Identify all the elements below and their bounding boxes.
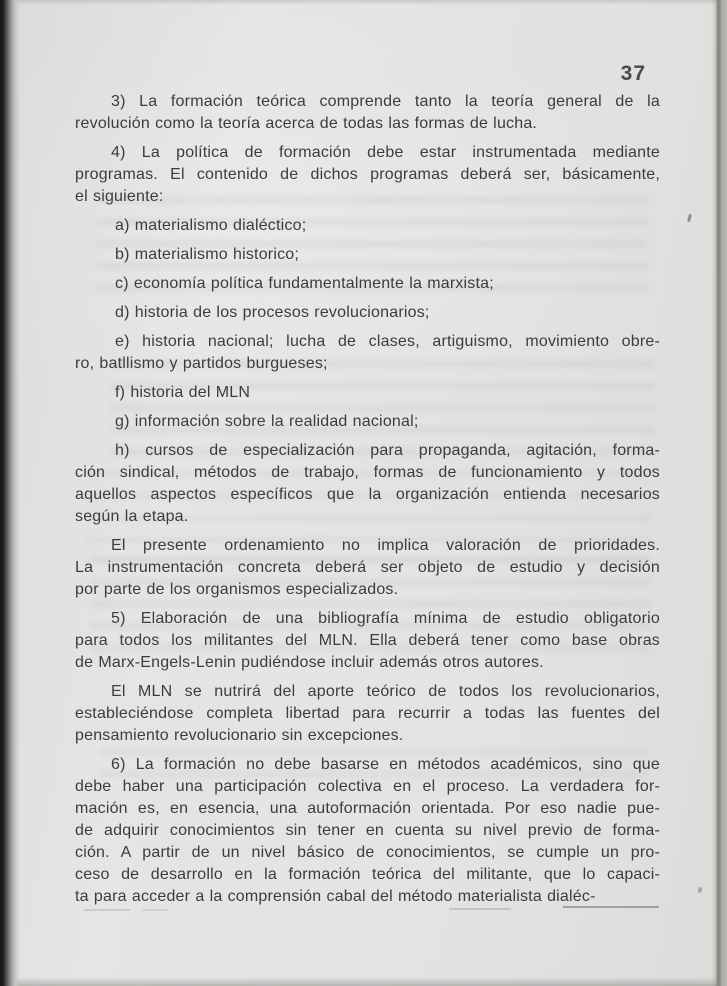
body-paragraph: [75, 754, 660, 908]
text-line: 5) Elaboración de una bibliografía mínima de estudio obligatorio: [111, 610, 660, 627]
text-line: pensamiento revolucionario sin excepciones.: [75, 727, 404, 744]
list-item: [75, 331, 660, 375]
list-item: [75, 382, 660, 404]
text-line: el siguiente:: [75, 188, 164, 205]
text-line: La instrumentación concreta deberá ser objeto de estudio y decisión: [75, 559, 660, 576]
body-paragraph: [75, 142, 660, 208]
text-block: [75, 91, 660, 915]
text-line: d) historia de los procesos revolucionarios;: [115, 304, 430, 321]
text-line: debe haber una participación colectiva en el proceso. La verdadera for-: [75, 778, 660, 795]
body-paragraph: [75, 535, 660, 601]
text-line: 4) La política de formación debe estar instrumentada mediante: [111, 144, 660, 161]
page-top-edge: [0, 0, 727, 5]
text-line: revolución como la teoría acerca de todas las formas de lucha.: [75, 115, 538, 132]
text-line: aquellos aspectos específicos que la organización entienda necesarios: [75, 486, 660, 503]
list-item: [75, 273, 660, 295]
text-line: ta para acceder a la comprensión cabal del método materialista dialéc-: [75, 888, 596, 905]
list-item: [75, 244, 660, 266]
list-item: [75, 215, 660, 237]
list-item: [75, 440, 660, 528]
text-line: h) cursos de especialización para propaganda, agitación, forma-: [115, 442, 660, 459]
text-line: c) economía política fundamentalmente la marxista;: [115, 275, 494, 292]
page-spine-edge: [0, 0, 20, 986]
list-item: [75, 411, 660, 433]
text-line: ción sindical, métodos de trabajo, formas de funcionamiento y todos: [75, 464, 660, 481]
text-line: f) historia del MLN: [115, 384, 251, 401]
text-line: e) historia nacional; lucha de clases, artiguismo, movimiento obre-: [115, 333, 660, 350]
body-paragraph: [75, 681, 660, 747]
text-line: 6) La formación no debe basarse en métodos académicos, sino que: [111, 756, 660, 773]
text-line: para todos los militantes del MLN. Ella deberá tener como base obras: [75, 632, 660, 649]
text-line: El presente ordenamiento no implica valoración de prioridades.: [111, 537, 660, 554]
text-line: El MLN se nutrirá del aporte teórico de todos los revolucionarios,: [111, 683, 660, 700]
text-line: de Marx-Engels-Lenin pudiéndose incluir además otros autores.: [75, 654, 544, 671]
text-line: programas. El contenido de dichos programas deberá ser, básicamente,: [75, 166, 660, 183]
text-line: ción. A partir de un nivel básico de conocimientos, se cumple un pro-: [75, 844, 660, 861]
text-line: por parte de los organismos especializados.: [75, 581, 399, 598]
text-line: estableciéndose completa libertad para recurrir a todas las fuentes del: [75, 705, 660, 722]
page-right-edge: [711, 0, 727, 986]
body-paragraph: [75, 608, 660, 674]
text-line: según la etapa.: [75, 508, 189, 525]
text-line: b) materialismo historico;: [115, 246, 300, 263]
text-line: ceso de desarrollo en la formación teórica del militante, que lo capaci-: [75, 866, 660, 883]
list-item: [75, 302, 660, 324]
page-number: 37: [620, 62, 646, 85]
text-line: a) materialismo dialéctico;: [115, 217, 307, 234]
text-line: g) información sobre la realidad nacional;: [115, 413, 419, 430]
text-line: 3) La formación teórica comprende tanto la teoría general de la: [111, 93, 660, 110]
text-line: ro, batllismo y partidos burgueses;: [75, 355, 328, 372]
scan-artifact-speck: [697, 886, 703, 893]
text-line: mación es, en esencia, una autoformación orientada. Por eso nadie pue-: [75, 800, 660, 817]
text-line: de adquirir conocimientos sin tener en cuenta su nivel previo de forma-: [75, 822, 660, 839]
page-bottom-edge: [0, 977, 727, 986]
scan-artifact-speck: [687, 214, 692, 222]
body-paragraph: [75, 91, 660, 135]
